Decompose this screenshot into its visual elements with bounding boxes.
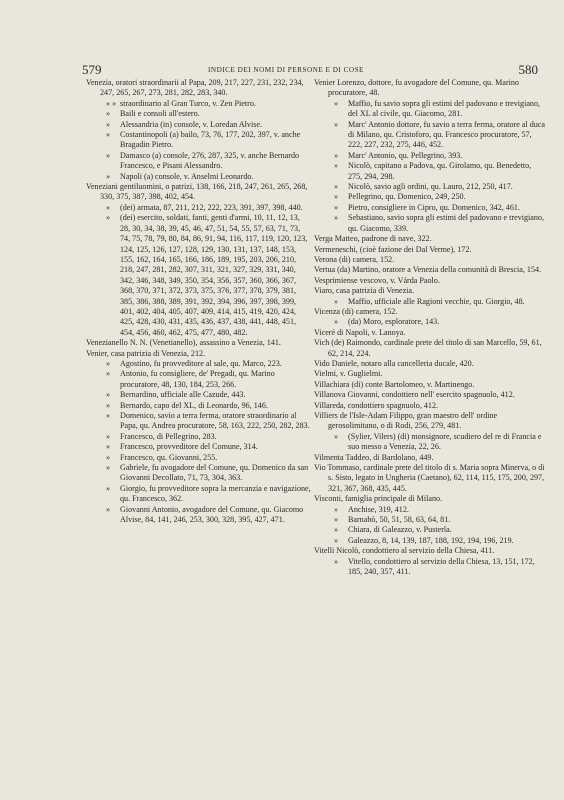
- index-entry: [314, 192, 546, 202]
- index-entry: [314, 401, 546, 411]
- ditto-mark: »: [334, 504, 339, 514]
- index-entry: [86, 182, 311, 203]
- index-entry-text: Vielmi, v. Guglielmi.: [314, 369, 383, 379]
- index-entry: [314, 99, 546, 120]
- ditto-mark: »: [334, 182, 339, 192]
- index-entry: [314, 297, 546, 307]
- ditto-mark: »: [106, 452, 111, 462]
- index-entry: [314, 557, 546, 578]
- index-entry-text: Antonio, fu consigliere, de' Pregadi, qu. Marino procuratore, 48, 130, 184, 253, 266.: [120, 369, 275, 389]
- index-entry-text: Napoli (a) console, v. Anselmi Leonardo.: [120, 171, 254, 181]
- index-entry: [314, 151, 546, 161]
- running-header: INDICE DEI NOMI DI PERSONE E DI COSE: [208, 66, 364, 74]
- ditto-mark: »: [334, 317, 339, 327]
- ditto-mark: »: [106, 400, 111, 410]
- index-entry-text: Vesprimiense vescovo, v. Várda Paolo.: [314, 275, 440, 285]
- index-entry-text: Venezia, oratori straordinarii al Papa, 209, 217, 227, 231, 232, 234, 247, 265, 267, 273, 281, 282, 283, 340.: [86, 78, 304, 98]
- index-entry-text: Anchise, 319, 412.: [348, 504, 409, 514]
- index-entry-text: Francesco, qu. Giovanni, 255.: [120, 452, 218, 462]
- index-entry: [314, 234, 546, 244]
- index-entry: [86, 213, 311, 338]
- ditto-mark: »: [334, 213, 339, 223]
- ditto-mark: »: [106, 442, 111, 452]
- ditto-mark: »: [334, 150, 339, 160]
- index-entry-text: Francesco, provveditore del Comune, 314.: [120, 442, 258, 452]
- index-entry-text: Alessandria (in) console, v. Loredan Alvise.: [120, 119, 262, 129]
- index-entry-text: Pellegrino, qu. Domenico, 249, 250.: [348, 192, 466, 202]
- index-entry: [314, 494, 546, 504]
- ditto-mark: »: [334, 296, 339, 306]
- ditto-mark: »: [334, 525, 339, 535]
- index-entry: [314, 317, 546, 327]
- index-entry-text: Venier Lorenzo, dottore, fu avogadore del Comune, qu. Marino procuratore, 48.: [314, 78, 519, 98]
- index-entry: [86, 78, 311, 99]
- ditto-mark: »: [106, 109, 111, 119]
- index-entry: [314, 120, 546, 151]
- index-entry: [314, 411, 546, 432]
- right-index-column: [314, 78, 546, 578]
- index-entry-text: Viaro, casa patrizia di Venezia.: [314, 286, 415, 296]
- index-entry: [86, 338, 311, 348]
- index-entry: [86, 401, 311, 411]
- index-entry-text: Gabriele, fu avogadore del Comune, qu. Domenico da san Giovanni Decollato, 71, 73, 304, 363.: [120, 463, 309, 483]
- ditto-mark: »: [334, 431, 339, 441]
- index-entry: [314, 505, 546, 515]
- index-entry-text: Maffio, ufficiale alle Ragioni vecchie, qu. Giorgio, 48.: [348, 296, 525, 306]
- right-page-number: 580: [518, 62, 538, 77]
- ditto-mark: »: [106, 130, 111, 140]
- index-entry: [314, 525, 546, 535]
- ditto-mark: »: [334, 119, 339, 129]
- ditto-mark: »: [334, 535, 339, 545]
- index-entry-text: Vitello, condottiero al servizio della Chiesa, 13, 151, 172, 185, 240, 357, 411.: [348, 556, 535, 577]
- ditto-mark: »: [334, 161, 339, 171]
- index-entry: [86, 120, 311, 130]
- ditto-mark: »: [106, 463, 111, 473]
- index-entry: [86, 349, 311, 359]
- index-entry-text: Veneziani gentiluomini, o patrizi, 138, 166, 218, 247, 261, 265, 268, 330, 375, 387, 398, 402, 454.: [86, 182, 308, 202]
- index-entry-text: Verga Matteo, padrone di nave, 322.: [314, 234, 432, 244]
- index-entry-text: Vicenza (di) camera, 152.: [314, 306, 398, 316]
- index-entry: [314, 453, 546, 463]
- index-entry: [314, 338, 546, 359]
- index-entry-text: straordinario al Gran Turco, v. Zen Pietro.: [120, 98, 256, 108]
- index-entry: [86, 109, 311, 119]
- index-entry-text: Verona (di) camera, 152.: [314, 254, 395, 264]
- index-entry: [314, 255, 546, 265]
- ditto-mark: »: [106, 119, 111, 129]
- index-entry-text: Bernardo, capo del XL, di Leonardo, 96, 146.: [120, 400, 268, 410]
- index-entry-text: Vitelli Nicolò, condottiero al servizio della Chiesa, 411.: [314, 546, 495, 556]
- index-entry: [86, 505, 311, 526]
- index-entry: [86, 390, 311, 400]
- index-entry: [314, 203, 546, 213]
- index-entry-text: Francesco, di Pellegrino, 283.: [120, 431, 217, 441]
- index-entry-text: (da) Moro, esploratore, 143.: [348, 317, 440, 327]
- index-entry-text: Barnabò, 50, 51, 58, 63, 64, 81.: [348, 515, 451, 525]
- index-entry: [86, 432, 311, 442]
- index-entry: [314, 161, 546, 182]
- ditto-mark: »: [106, 213, 111, 223]
- left-index-column: [86, 78, 311, 525]
- index-entry-text: Villiers de l'Isle-Adam Filippo, gran maestro dell' ordine gerosolimitano, o di Rodi, 256, 279, 481.: [314, 411, 498, 431]
- index-entry: [314, 182, 546, 192]
- index-entry: [86, 151, 311, 172]
- index-entry: [314, 265, 546, 275]
- index-entry-text: Giorgio, fu provveditore sopra la mercanzia e navigazione, qu. Francesco, 362.: [120, 483, 311, 504]
- index-entry-text: Bernardino, ufficiale alle Cazude, 443.: [120, 390, 246, 400]
- ditto-mark: »: [334, 192, 339, 202]
- index-entry-text: Galeazzo, 8, 14, 139, 187, 188, 192, 194, 196, 219.: [348, 535, 514, 545]
- index-entry-text: Domenico, savio a terra ferma, oratore straordinario al Papa, qu. Andrea procuratore, 58, 163, 222, 250, 282, 283.: [120, 411, 310, 431]
- index-entry: [314, 515, 546, 525]
- index-entry-text: Nicolò, capitano a Padova, qu. Girolamo, qu. Benedetto, 275, 294, 298.: [348, 161, 532, 181]
- index-entry-text: Agostino, fu provveditore al sale, qu. Marco, 223.: [120, 358, 282, 368]
- ditto-mark: » »: [106, 98, 117, 108]
- index-entry-text: Vilmenta Taddeo, di Bardolano, 449.: [314, 452, 434, 462]
- index-entry-text: Vertua (da) Martino, oratore a Venezia della comunità di Brescia, 154.: [314, 265, 542, 275]
- index-entry: [86, 463, 311, 484]
- index-entry: [86, 203, 311, 213]
- index-entry-text: Vido Daniele, notaro alla cancelleria ducale, 420.: [314, 358, 474, 368]
- index-entry: [314, 536, 546, 546]
- index-entry: [314, 276, 546, 286]
- index-entry: [86, 484, 311, 505]
- index-entry: [314, 307, 546, 317]
- index-entry: [86, 359, 311, 369]
- index-entry-text: Vich (de) Raimondo, cardinale prete del titolo di san Marcello, 59, 61, 62, 214, 224.: [314, 338, 542, 358]
- index-entry: [314, 432, 546, 453]
- index-entry-text: Sebastiano, savio sopra gli estimi del padovano e trevigiano, qu. Giacomo, 339.: [348, 213, 545, 233]
- index-entry-text: (dei) armata, 87, 211, 212, 222, 223, 391, 397, 398, 440.: [120, 202, 303, 212]
- index-entry-text: Visconti, famiglia principale di Milano.: [314, 494, 443, 504]
- index-entry-text: Venezianello N. N. (Venetianello), assassino a Venezia, 141.: [86, 338, 281, 348]
- index-entry: [314, 78, 546, 99]
- index-entry-text: Villareda, condottiero spagnuolo, 412.: [314, 400, 439, 410]
- index-entry: [314, 390, 546, 400]
- index-entry-text: Vio Tommaso, cardinale prete del titolo di s. Maria sopra Minerva, o di s. Sisto, legato in Ungheria (Caetano), 62, 114, 115, 175, 200, 297, 321, 367, 368, 435, 445.: [314, 463, 545, 493]
- ditto-mark: »: [106, 390, 111, 400]
- ditto-mark: »: [106, 369, 111, 379]
- ditto-mark: »: [106, 150, 111, 160]
- index-entry-text: (Sylier, Vilers) (di) monsignore, scudiero del re di Francia e suo messo a Venezia, 22, 26.: [348, 431, 542, 452]
- index-entry-text: Viceré di Napoli, v. Lanoya.: [314, 327, 406, 337]
- index-entry-text: Venier, casa patrizia di Venezia, 212.: [86, 348, 206, 358]
- index-entry-text: Chiara, di Galeazzo, v. Pusterla.: [348, 525, 452, 535]
- index-entry: [314, 286, 546, 296]
- ditto-mark: »: [334, 556, 339, 566]
- index-entry-text: Pietro, consigliere in Cipro, qu. Domenico, 342, 461.: [348, 202, 520, 212]
- index-entry-text: (dei) esercito, soldati, fanti, genti d'armi, 10, 11, 12, 13, 28, 30, 34, 38, 39, 45, 46, 47, 51, 54, 55, 57, 63, 71, 73, 74, 75, 78, 79, 80, 84, 86, 91, 94, 116, 117, 119, 120, 123, 124, 125, 126, 127, 128, 129, 130, 131, 137, 148, 153, 155, 162, 164, 165, 166, 186, 189, 195, 203, 206, 210, 218, 247, 281, 282, 307, 311, 321, 327, 329, 331, 340, 342, 346, 348, 349, 350, 354, 356, 357, 360, 366, 367, 368, 370, 371, 372, 373, 375, 376, 377, 378, 379, 381, 385, 386, 388, 389, 391, 392, 394, 396, 397, 398, 399, 401, 402, 404, 405, 407, 409, 414, 415, 419, 420, 424, 425, 428, 430, 431, 435, 436, 437, 438, 441, 448, 451, 454, 456, 460, 462, 475, 477, 480, 482.: [120, 213, 308, 337]
- index-entry-text: Maffio, fu savio sopra gli estimi del padovano e trevigiano, del XL al civile, qu. Giacomo, 281.: [348, 98, 541, 119]
- ditto-mark: »: [334, 98, 339, 108]
- index-entry: [314, 245, 546, 255]
- ditto-mark: »: [106, 202, 111, 212]
- index-entry-text: Costantinopoli (a) bailo, 73, 76, 177, 202, 397, v. anche Bragadin Pietro.: [120, 130, 301, 150]
- index-entry-text: Damasco (a) console, 276, 287, 325, v. anche Bernardo Francesco, e Pisani Alessandro.: [120, 150, 300, 171]
- index-entry-text: Villanova Giovanni, condottiero nell' esercito spagnuolo, 412.: [314, 390, 515, 400]
- index-entry: [314, 359, 546, 369]
- index-entry-text: Giovanni Antonio, avogadore del Comune, qu. Giacomo Alvise, 84, 141, 246, 253, 300, 328, 395, 427, 471.: [120, 504, 304, 525]
- index-entry: [314, 463, 546, 494]
- index-entry-text: Villachiara (di) conte Bartolomeo, v. Martinengo.: [314, 379, 475, 389]
- index-entry-text: Vermeneschi, (cioè fazione dei Dal Verme), 172.: [314, 244, 472, 254]
- ditto-mark: »: [106, 504, 111, 514]
- index-entry-text: Baili e consoli all'estero.: [120, 109, 200, 119]
- index-entry: [314, 380, 546, 390]
- index-entry: [86, 130, 311, 151]
- index-entry-text: Nicolò, savio agli ordini, qu. Lauro, 212, 250, 417.: [348, 182, 513, 192]
- ditto-mark: »: [106, 358, 111, 368]
- index-entry-text: Marc' Antonio, qu. Pellegrino, 393.: [348, 150, 463, 160]
- ditto-mark: »: [106, 171, 111, 181]
- index-entry: [86, 411, 311, 432]
- index-entry: [314, 328, 546, 338]
- index-entry: [86, 99, 311, 109]
- ditto-mark: »: [334, 515, 339, 525]
- index-entry: [314, 213, 546, 234]
- index-entry: [314, 546, 546, 556]
- index-entry: [314, 369, 546, 379]
- ditto-mark: »: [106, 483, 111, 493]
- index-entry: [86, 453, 311, 463]
- index-entry-text: Marc' Antonio dottore, fu savio a terra ferma, oratore al duca di Milano, qu. Cristoforo, qu. Francesco procuratore, 57, 222, 227, 232, 275, 446, 452.: [348, 119, 545, 150]
- index-entry: [86, 442, 311, 452]
- index-entry: [86, 369, 311, 390]
- ditto-mark: »: [106, 411, 111, 420]
- ditto-mark: »: [106, 431, 111, 441]
- index-entry: [86, 172, 311, 182]
- ditto-mark: »: [334, 202, 339, 212]
- left-page-number: 579: [82, 62, 102, 77]
